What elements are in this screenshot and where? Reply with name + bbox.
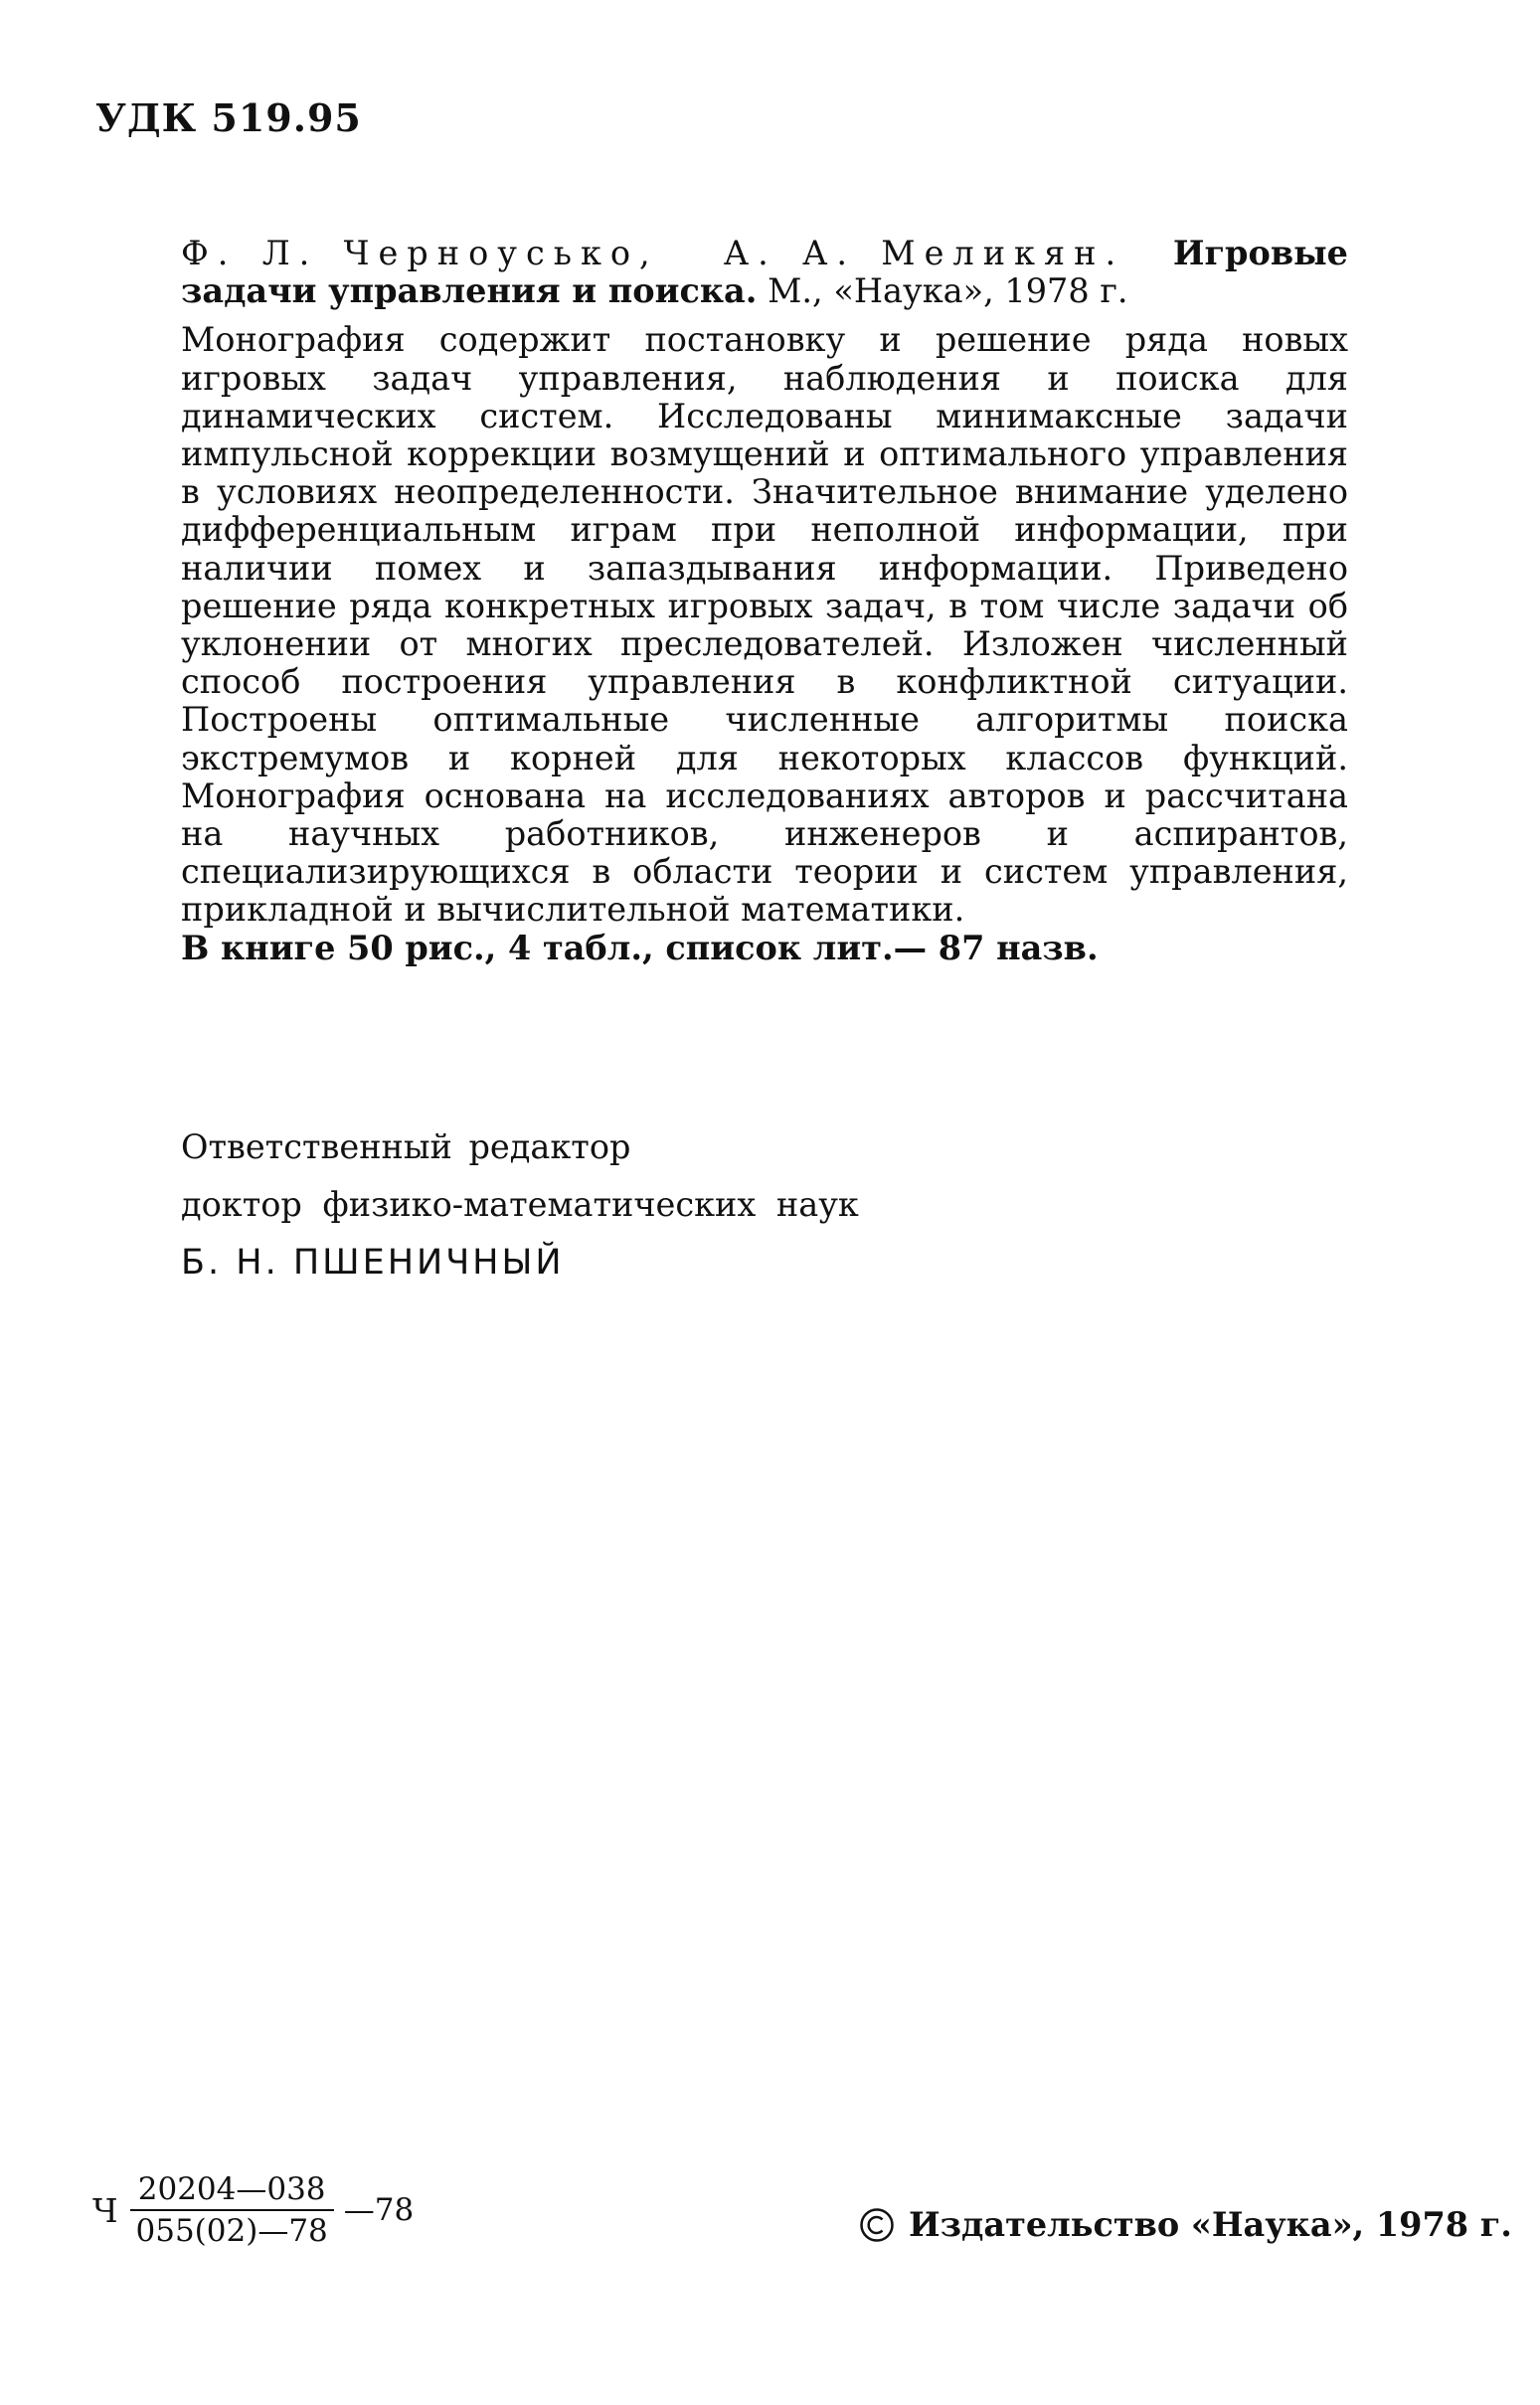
copyright-text: Издательство «Наука», 1978 г. xyxy=(909,2205,1512,2244)
author-2: А. А. Меликян. xyxy=(723,234,1125,272)
catalog-letter: Ч xyxy=(92,2190,118,2230)
copyright-icon xyxy=(859,2207,895,2243)
book-title: Игровые задачи управления и поиска. xyxy=(181,234,1348,311)
imprint: М., «Наука», 1978 г. xyxy=(768,271,1128,311)
bibliographic-record xyxy=(181,235,1348,310)
editor-name: Б. Н. ПШЕНИЧНЫЙ xyxy=(181,1243,565,1283)
author-1: Ф. Л. Черноусько, xyxy=(181,234,659,272)
editor-degree: доктор физико-математических наук xyxy=(181,1185,859,1224)
extent-note: В книге 50 рис., 4 табл., список лит.— 87 назв. xyxy=(181,928,1099,967)
catalog-fraction xyxy=(130,2169,334,2251)
catalog-code xyxy=(92,2169,414,2251)
udk-code: УДК 519.95 xyxy=(95,95,362,140)
summary-text: Монография содержит постановку и решение ряда новых игровых задач управления, наблюдения и поиска для динамических систем. Исследованы минимаксные задачи импульсной коррекции возмущений и оптимального управления в условиях неопределенности. Значительное внимание уделено дифференциальным играм при неполной информации, при наличии помех и запаздывания информации. Приведено решение ряда конкретных игровых задач, в том числе задачи об уклонении от многих преследователей. Изложен численный способ построения управления в конфликтной ситуации. Построены оптимальные численные алгоритмы поиска экстремумов и корней для некоторых классов функций. Монография основана на исследованиях авторов и рассчитана на научных работников, инженеров и аспирантов, специализирующихся в области теории и систем управления, прикладной и вычислительной математики. xyxy=(181,320,1348,930)
editor-role: Ответственный редактор xyxy=(181,1127,631,1166)
catalog-suffix: —78 xyxy=(343,2192,415,2228)
catalog-numerator: 20204—038 xyxy=(137,2171,326,2207)
copyright-icon-svg xyxy=(859,2207,895,2243)
catalog-denominator: 055(02)—78 xyxy=(135,2213,328,2249)
copyright-line xyxy=(859,2205,1512,2244)
abstract-block xyxy=(181,235,1348,967)
editor-block xyxy=(181,1127,859,1283)
